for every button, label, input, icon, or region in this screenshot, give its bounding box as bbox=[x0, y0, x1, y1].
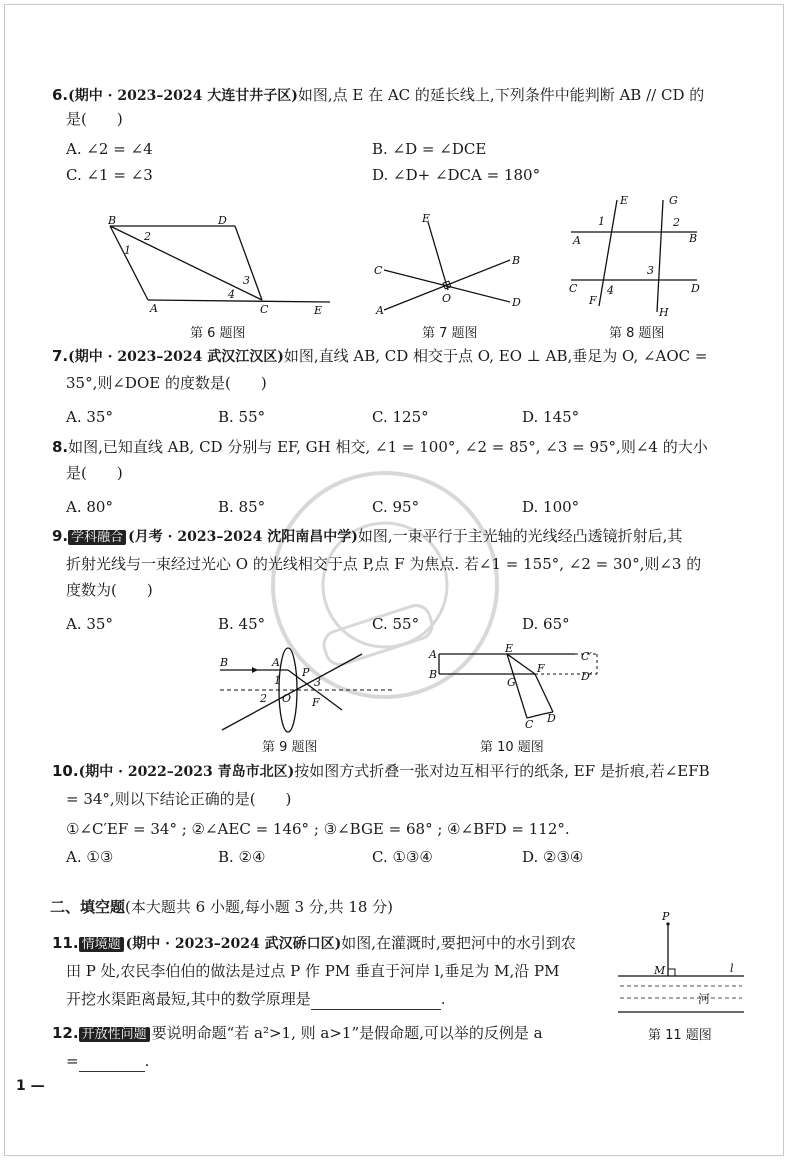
q6-stem bbox=[52, 84, 704, 107]
svg-text:E: E bbox=[620, 194, 629, 207]
page-number: 1 — bbox=[16, 1078, 45, 1094]
svg-text:1: 1 bbox=[598, 215, 605, 228]
figure-11-caption: 第 11 题图 bbox=[648, 1028, 712, 1043]
svg-text:E: E bbox=[422, 212, 431, 225]
q7-stem-cont: 35°,则∠DOE 的度数是( ) bbox=[66, 374, 267, 392]
svg-text:3: 3 bbox=[647, 264, 654, 277]
svg-text:A: A bbox=[573, 234, 581, 247]
q6-number: 6. bbox=[52, 86, 69, 104]
q12-tag: 开放性问题 bbox=[79, 1027, 150, 1042]
q12-equals: = bbox=[66, 1052, 79, 1070]
q12-stem-text: 要说明命题“若 a²>1, 则 a>1”是假命题,可以举的反例是 a bbox=[151, 1024, 543, 1042]
q7-option-b[interactable]: B. 55° bbox=[218, 408, 266, 426]
svg-text:2: 2 bbox=[673, 216, 680, 229]
q8-stem-text: 如图,已知直线 AB, CD 分别与 EF, GH 相交, ∠1 = 100°, ∠2 = 85°, ∠3 = 95°,则∠4 的大小 bbox=[68, 438, 708, 456]
svg-text:B: B bbox=[512, 254, 521, 267]
svg-text:1: 1 bbox=[124, 244, 131, 257]
svg-text:D: D bbox=[218, 214, 227, 227]
q7-source: (期中 · 2023–2024 武汉江汉区) bbox=[68, 349, 284, 365]
q10-option-b[interactable]: B. ②④ bbox=[218, 848, 266, 866]
svg-text:1: 1 bbox=[274, 674, 281, 687]
q10-source: (期中 · 2022–2023 青岛市北区) bbox=[78, 764, 295, 780]
q11-number: 11. bbox=[52, 934, 79, 952]
q7-stem-text: 如图,直线 AB, CD 相交于点 O, EO ⊥ AB,垂足为 O, ∠AOC = bbox=[283, 347, 708, 365]
q9-number: 9. bbox=[52, 527, 69, 545]
svg-text:E: E bbox=[314, 304, 323, 317]
svg-text:C: C bbox=[260, 303, 269, 316]
figure-8 bbox=[565, 194, 715, 322]
q10-number: 10. bbox=[52, 762, 79, 780]
svg-text:C′: C′ bbox=[581, 650, 592, 663]
section-2-desc: (本大题共 6 小题,每小题 3 分,共 18 分) bbox=[125, 898, 394, 916]
q11-stem-cont2: 开挖水渠距离最短,其中的数学原理是 bbox=[66, 990, 311, 1008]
q11-stem-text: 如图,在灌溉时,要把河中的水引到农 bbox=[341, 934, 576, 952]
svg-text:F: F bbox=[312, 696, 320, 709]
svg-text:F: F bbox=[537, 662, 545, 675]
figure-11 bbox=[616, 910, 746, 1018]
figure-11-river-label: 河 bbox=[698, 992, 711, 1006]
q9-option-a[interactable]: A. 35° bbox=[66, 615, 113, 633]
svg-text:H: H bbox=[659, 306, 669, 319]
q9-stem-cont2: 度数为( ) bbox=[66, 581, 153, 599]
svg-text:3: 3 bbox=[243, 274, 250, 287]
q9-source: (月考 · 2023–2024 沈阳南昌中学) bbox=[128, 529, 358, 545]
figure-6-caption: 第 6 题图 bbox=[190, 326, 246, 341]
svg-text:G: G bbox=[507, 676, 516, 689]
q8-option-c[interactable]: C. 95° bbox=[372, 498, 420, 516]
svg-text:A: A bbox=[272, 656, 280, 669]
q12-number: 12. bbox=[52, 1024, 79, 1042]
q9-option-b[interactable]: B. 45° bbox=[218, 615, 266, 633]
q10-statements: ①∠C′EF = 34° ; ②∠AEC = 146° ; ③∠BGE = 68° ; ④∠BFD = 112°. bbox=[66, 820, 570, 838]
svg-text:B: B bbox=[108, 214, 117, 227]
svg-text:A: A bbox=[376, 304, 384, 317]
q12-period: . bbox=[144, 1052, 150, 1070]
figure-10-caption: 第 10 题图 bbox=[480, 740, 544, 755]
figure-8-caption: 第 8 题图 bbox=[609, 326, 665, 341]
q10-option-a[interactable]: A. ①③ bbox=[66, 848, 114, 866]
q6-stem-cont: 是( ) bbox=[66, 110, 123, 128]
q11-stem bbox=[52, 932, 576, 956]
svg-text:2: 2 bbox=[260, 692, 267, 705]
q7-number: 7. bbox=[52, 347, 69, 365]
q6-option-d[interactable]: D. ∠D+ ∠DCA = 180° bbox=[372, 166, 541, 184]
q6-option-c[interactable]: C. ∠1 = ∠3 bbox=[66, 166, 153, 184]
section-2-title: 二、填空题 bbox=[50, 898, 126, 916]
q11-answer-blank[interactable] bbox=[311, 993, 441, 1010]
q11-stem-cont: 田 P 处,农民李伯伯的做法是过点 P 作 PM 垂直于河岸 l,垂足为 M,沿 PM bbox=[66, 962, 560, 980]
q11-stem-period: . bbox=[440, 990, 446, 1008]
q11-tag: 情境题 bbox=[79, 937, 124, 952]
svg-text:A: A bbox=[429, 648, 437, 661]
q10-option-c[interactable]: C. ①③④ bbox=[372, 848, 433, 866]
q11-source: (期中 · 2023–2024 武汉硚口区) bbox=[125, 936, 342, 952]
svg-text:B: B bbox=[689, 232, 698, 245]
q7-option-a[interactable]: A. 35° bbox=[66, 408, 113, 426]
svg-text:P: P bbox=[302, 666, 310, 679]
figure-9 bbox=[212, 646, 402, 736]
q7-option-c[interactable]: C. 125° bbox=[372, 408, 429, 426]
q8-stem-cont: 是( ) bbox=[66, 464, 123, 482]
q6-stem-text: 如图,点 E 在 AC 的延长线上,下列条件中能判断 AB // CD 的 bbox=[297, 86, 705, 104]
svg-text:B: B bbox=[429, 668, 438, 681]
q7-stem bbox=[52, 345, 708, 368]
q6-option-b[interactable]: B. ∠D = ∠DCE bbox=[372, 140, 487, 158]
q8-stem bbox=[52, 436, 708, 458]
svg-text:2: 2 bbox=[144, 230, 151, 243]
q12-stem bbox=[52, 1022, 543, 1046]
q8-option-b[interactable]: B. 85° bbox=[218, 498, 266, 516]
q10-stem bbox=[52, 760, 710, 783]
q7-option-d[interactable]: D. 145° bbox=[522, 408, 580, 426]
q10-stem-text: 按如图方式折叠一张对边互相平行的纸条, EF 是折痕,若∠EFB bbox=[294, 762, 710, 780]
q9-stem-cont: 折射光线与一束经过光心 O 的光线相交于点 P,点 F 为焦点. 若∠1 = 155°, ∠2 = 30°,则∠3 的 bbox=[66, 555, 702, 573]
q8-option-a[interactable]: A. 80° bbox=[66, 498, 113, 516]
svg-text:O: O bbox=[282, 692, 292, 705]
svg-text:D: D bbox=[512, 296, 521, 309]
figure-6 bbox=[100, 212, 340, 322]
section-2-heading bbox=[50, 896, 393, 918]
svg-text:E: E bbox=[505, 642, 514, 655]
svg-text:D: D bbox=[691, 282, 700, 295]
svg-text:D: D bbox=[547, 712, 556, 725]
svg-text:B: B bbox=[220, 656, 229, 669]
svg-text:F: F bbox=[589, 294, 597, 307]
svg-text:l: l bbox=[730, 962, 734, 975]
svg-text:O: O bbox=[442, 292, 452, 305]
figure-9-caption: 第 9 题图 bbox=[262, 740, 318, 755]
svg-text:D′: D′ bbox=[581, 670, 593, 683]
q6-option-a[interactable]: A. ∠2 = ∠4 bbox=[66, 140, 153, 158]
q8-number: 8. bbox=[52, 438, 69, 456]
svg-text:A: A bbox=[150, 302, 158, 315]
svg-text:4: 4 bbox=[228, 288, 235, 301]
svg-text:C: C bbox=[569, 282, 578, 295]
svg-text:P: P bbox=[662, 910, 670, 923]
q9-stem-text: 如图,一束平行于主光轴的光线经凸透镜折射后,其 bbox=[357, 527, 683, 545]
q10-stem-cont: = 34°,则以下结论正确的是( ) bbox=[66, 790, 292, 808]
svg-text:3: 3 bbox=[314, 676, 321, 689]
q10-option-d[interactable]: D. ②③④ bbox=[522, 848, 584, 866]
svg-text:C: C bbox=[374, 264, 383, 277]
q8-option-d[interactable]: D. 100° bbox=[522, 498, 580, 516]
q6-source: (期中 · 2023–2024 大连甘井子区) bbox=[68, 88, 298, 104]
svg-text:M: M bbox=[654, 964, 666, 977]
q9-option-d[interactable]: D. 65° bbox=[522, 615, 570, 633]
figure-7-caption: 第 7 题图 bbox=[422, 326, 478, 341]
q11-stem-blank-line bbox=[66, 988, 446, 1010]
q9-stem bbox=[52, 525, 682, 549]
q9-tag: 学科融合 bbox=[68, 530, 126, 545]
q12-answer-line bbox=[66, 1050, 149, 1072]
q12-answer-blank[interactable] bbox=[79, 1055, 145, 1072]
figure-10 bbox=[425, 642, 605, 734]
svg-text:C: C bbox=[525, 718, 534, 731]
figure-7 bbox=[370, 212, 530, 322]
svg-text:G: G bbox=[669, 194, 678, 207]
svg-text:4: 4 bbox=[607, 284, 614, 297]
q9-option-c[interactable]: C. 55° bbox=[372, 615, 420, 633]
